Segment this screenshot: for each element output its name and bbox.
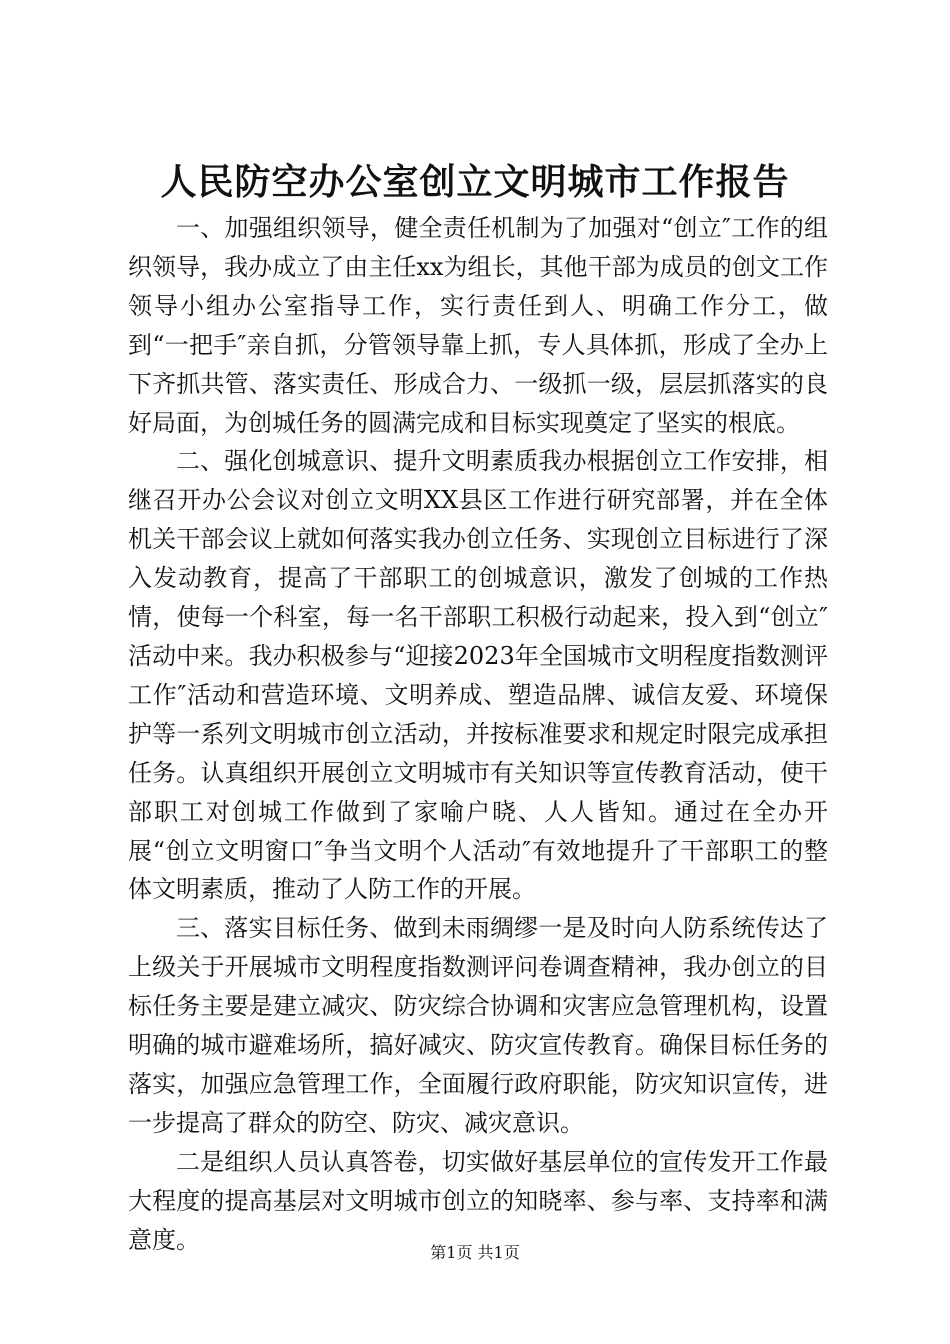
paragraph-4: 二是组织人员认真答卷，切实做好基层单位的宣传发开工作最大程度的提高基层对文明城市创立的知晓率、参与率、支持率和满意度。 xyxy=(128,1147,828,1254)
page-number-footer: 第1页 共1页 xyxy=(430,1243,520,1262)
paragraph-3: 三、落实目标任务、做到未雨绸缪一是及时向人防系统传达了上级关于开展城市文明程度指数测评问卷调查精神，我办创立的目标任务主要是建立减灾、防灾综合协调和灾害应急管理机构，设置明确的城市避难场所，搞好减灾、防灾宣传教育。确保目标任务的落实，加强应急管理工作，全面履行政府职能，防灾知识宣传，进一步提高了群众的防空、防灾、减灾意识。 xyxy=(128,914,828,1137)
document-title: 人民防空办公室创立文明城市工作报告 xyxy=(160,161,790,203)
paragraph-1: 一、加强组织领导，健全责任机制为了加强对“创立″工作的组织领导，我办成立了由主任xx为组长，其他干部为成员的创文工作领导小组办公室指导工作，实行责任到人、明确工作分工，做到“一把手″亲自抓，分管领导靠上抓，专人具体抓，形成了全办上下齐抓共管、落实责任、形成合力、一级抓一级，层层抓落实的良好局面，为创城任务的圆满完成和目标实现奠定了坚实的根底。 xyxy=(128,214,828,437)
document-body xyxy=(128,209,828,1259)
paragraph-2: 二、强化创城意识、提升文明素质我办根据创立工作安排，相继召开办公会议对创立文明XX县区工作进行研究部署，并在全体机关干部会议上就如何落实我办创立任务、实现创立目标进行了深入发动教育，提高了干部职工的创城意识，激发了创城的工作热情，使每一个科室，每一名干部职工积极行动起来，投入到“创立″活动中来。我办积极参与“迎接2023年全国城市文明程度指数测评工作″活动和营造环境、文明养成、塑造品牌、诚信友爱、环境保护等一系列文明城市创立活动，并按标准要求和规定时限完成承担任务。认真组织开展创立文明城市有关知识等宣传教育活动，使干部职工对创城工作做到了家喻户晓、人人皆知。通过在全办开展“创立文明窗口″争当文明个人活动″有效地提升了干部职工的整体文明素质，推动了人防工作的开展。 xyxy=(128,447,828,904)
